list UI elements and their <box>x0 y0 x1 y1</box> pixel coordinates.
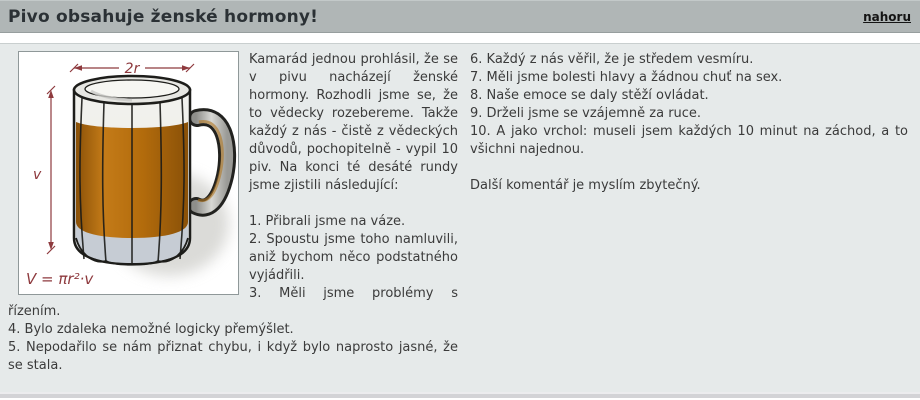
beer-mug-illustration <box>19 52 238 294</box>
finding-item-4: 4. Bylo zdaleka nemožné logicky přemýšlet. <box>8 322 294 337</box>
finding-item-5: 5. Nepodařilo se nám přiznat chybu, i když bylo naprosto jasné, že se stala. <box>8 340 458 373</box>
mug-body <box>74 76 190 265</box>
paragraph-spacer <box>470 159 908 177</box>
content-area <box>0 43 920 392</box>
diameter-label: 2r <box>124 61 140 77</box>
volume-formula: V = πr²·v <box>26 270 94 288</box>
finding-item-2: 2. Spoustu jsme toho namluvili, aniž bychom něco podstatného vyjádřili. <box>249 232 458 283</box>
finding-item-3: 3. Měli jsme problémy s řízením. <box>8 286 458 319</box>
page-title: Pivo obsahuje ženské hormony! <box>8 6 319 27</box>
right-column <box>470 51 908 195</box>
finding-item-8: 8. Naše emoce se daly stěží ovládat. <box>470 88 709 103</box>
back-to-top-link[interactable]: nahoru <box>863 9 911 24</box>
beer-mug-figure <box>18 51 239 295</box>
intro-paragraph: Kamarád jednou prohlásil, že se v pivu nacházejí ženské hormony. Rozhodli jsme se, že to vědecky rozebereme. Takže každý z nás - čistě z vědeckých důvodů, pochopitelně - vypil 10 piv. Na konci té desáté rundy jsme zjistili následující: <box>249 52 458 193</box>
page-header <box>0 0 920 33</box>
finding-item-9: 9. Drželi jsme se vzájemně za ruce. <box>470 106 702 121</box>
finding-item-10: 10. A jako vrchol: museli jsem každých 10 minut na záchod, a to všichni najednou. <box>470 124 908 157</box>
finding-item-7: 7. Měli jsme bolesti hlavy a žádnou chuť na sex. <box>470 70 783 85</box>
finding-item-6: 6. Každý z nás věřil, že je středem vesmíru. <box>470 52 754 67</box>
left-column <box>8 51 458 375</box>
closing-remark: Další komentář je myslím zbytečný. <box>470 178 701 193</box>
height-label: v <box>33 167 42 183</box>
finding-item-1: 1. Přibrali jsme na váze. <box>249 214 406 229</box>
